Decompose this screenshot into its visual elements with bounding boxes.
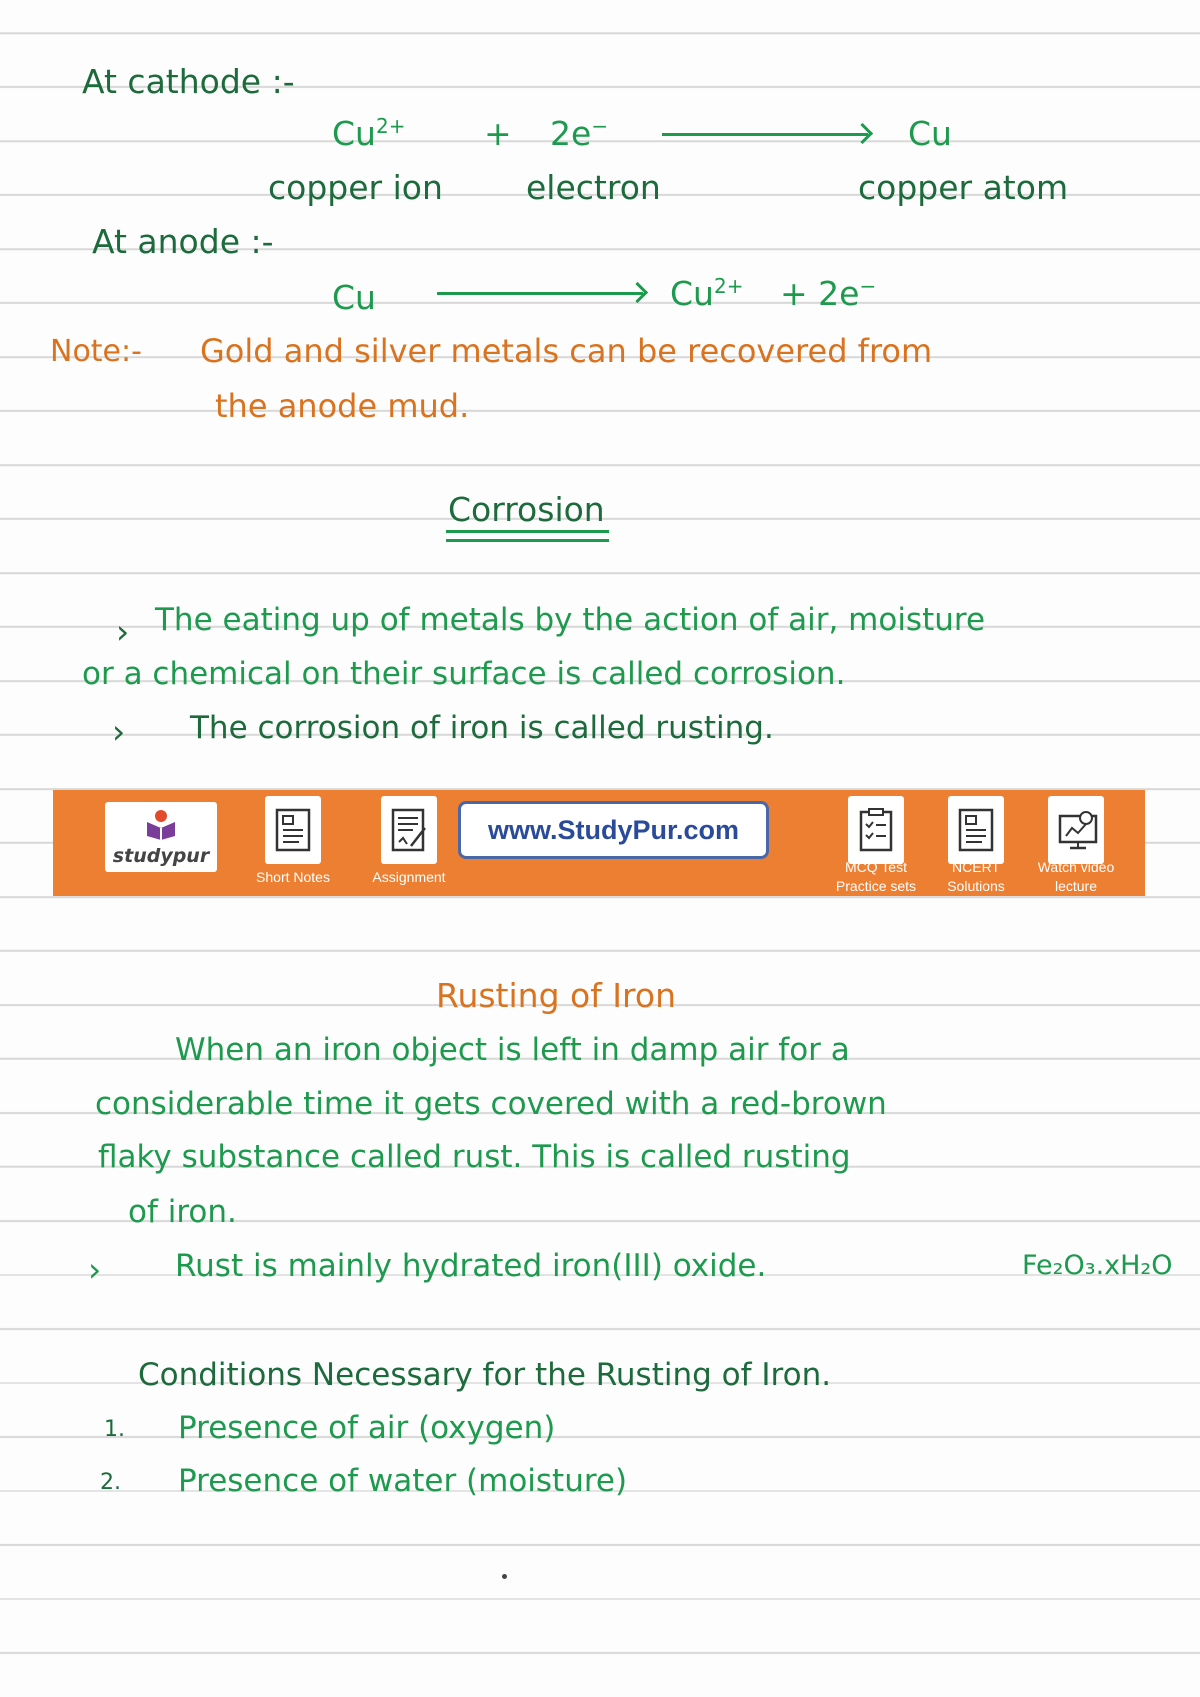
mcq-test-button[interactable] bbox=[848, 796, 904, 864]
cathode-ion-symbol: Cu bbox=[332, 114, 376, 153]
note-line-2: the anode mud. bbox=[215, 387, 470, 425]
solutions-icon bbox=[958, 808, 994, 852]
rust-formula: Fe₂O₃.xH₂O bbox=[1022, 1250, 1173, 1281]
assignment-icon bbox=[391, 808, 427, 852]
rusting-para-line-2: considerable time it gets covered with a red-brown bbox=[95, 1086, 887, 1122]
anode-ion bbox=[670, 274, 743, 314]
electron-term bbox=[550, 114, 608, 154]
copper-atom-caption: copper atom bbox=[858, 168, 1069, 207]
checklist-icon bbox=[858, 808, 894, 852]
video-lecture-button[interactable] bbox=[1048, 796, 1104, 864]
ncert-label[interactable] bbox=[926, 858, 1026, 896]
mcq-label-line-1: MCQ Test bbox=[845, 859, 907, 875]
electron-symbol: 2e bbox=[550, 114, 592, 153]
anode-electron-sign: − bbox=[859, 274, 877, 298]
studypur-logo[interactable] bbox=[105, 802, 217, 872]
mcq-label-line-2: Practice sets bbox=[835, 878, 917, 894]
cathode-arrow bbox=[662, 133, 868, 136]
cathode-product: Cu bbox=[908, 114, 952, 153]
corrosion-underline-1 bbox=[446, 530, 609, 533]
corrosion-heading: Corrosion bbox=[448, 490, 605, 529]
video-label[interactable] bbox=[1021, 858, 1131, 896]
video-lecture-icon bbox=[1058, 808, 1098, 852]
assignment-label[interactable]: Assignment bbox=[372, 869, 446, 885]
video-label-line-2: lecture bbox=[1054, 878, 1098, 894]
electron-sign: − bbox=[591, 114, 609, 138]
condition-2-text: Presence of water (moisture) bbox=[178, 1463, 628, 1499]
rusting-para-line-3: flaky substance called rust. This is called rusting bbox=[98, 1139, 851, 1175]
short-notes-label[interactable]: Short Notes bbox=[256, 869, 330, 885]
notes-icon bbox=[275, 808, 311, 852]
anode-arrow bbox=[437, 292, 643, 295]
studypur-url-text[interactable]: www.StudyPur.com bbox=[487, 815, 740, 845]
cathode-ion bbox=[332, 114, 405, 154]
note-label: Note:- bbox=[50, 334, 142, 369]
cathode-ion-charge: 2+ bbox=[375, 114, 406, 138]
rusting-para-line-1: When an iron object is left in damp air for a bbox=[175, 1032, 850, 1068]
anode-reactant: Cu bbox=[332, 278, 376, 317]
bullet-marker-1: › bbox=[116, 612, 130, 651]
anode-ion-symbol: Cu bbox=[670, 274, 714, 313]
corrosion-line-3: The corrosion of iron is called rusting. bbox=[190, 710, 774, 746]
ncert-label-line-2: Solutions bbox=[947, 878, 1005, 894]
studypur-banner bbox=[53, 790, 1145, 896]
condition-1-number: 1. bbox=[104, 1417, 125, 1442]
conditions-heading: Conditions Necessary for the Rusting of Iron. bbox=[138, 1357, 832, 1393]
ink-dot bbox=[502, 1574, 507, 1579]
ncert-label-line-1: NCERT bbox=[952, 859, 1000, 875]
condition-1-text: Presence of air (oxygen) bbox=[178, 1410, 556, 1446]
video-label-line-1: Watch video bbox=[1037, 859, 1115, 875]
rust-definition: Rust is mainly hydrated iron(III) oxide. bbox=[175, 1248, 767, 1284]
mcq-label[interactable] bbox=[821, 858, 931, 896]
copper-ion-caption: copper ion bbox=[268, 168, 443, 207]
rust-bullet-marker: › bbox=[88, 1250, 102, 1289]
note-line-1: Gold and silver metals can be recovered from bbox=[200, 332, 933, 370]
short-notes-button[interactable] bbox=[265, 796, 321, 864]
corrosion-underline-2 bbox=[446, 539, 609, 542]
rusting-heading: Rusting of Iron bbox=[436, 976, 676, 1015]
rusting-para-line-4: of iron. bbox=[128, 1194, 237, 1230]
anode-ion-charge: 2+ bbox=[713, 274, 744, 298]
cathode-label: At cathode :- bbox=[82, 62, 295, 101]
anode-electron-symbol: + 2e bbox=[780, 274, 860, 313]
ncert-button[interactable] bbox=[948, 796, 1004, 864]
assignment-button[interactable] bbox=[381, 796, 437, 864]
studypur-url-link[interactable] bbox=[458, 801, 769, 859]
studypur-book-icon bbox=[145, 808, 177, 840]
bullet-marker-2: › bbox=[112, 712, 126, 751]
electron-caption: electron bbox=[526, 168, 661, 207]
plus-sign: + bbox=[484, 114, 512, 153]
anode-electron bbox=[780, 274, 876, 314]
corrosion-line-2: or a chemical on their surface is called corrosion. bbox=[82, 656, 846, 692]
studypur-logo-text: studypur bbox=[112, 845, 210, 867]
condition-2-number: 2. bbox=[100, 1470, 121, 1495]
corrosion-line-1: The eating up of metals by the action of air, moisture bbox=[155, 602, 986, 638]
anode-label: At anode :- bbox=[92, 222, 274, 261]
